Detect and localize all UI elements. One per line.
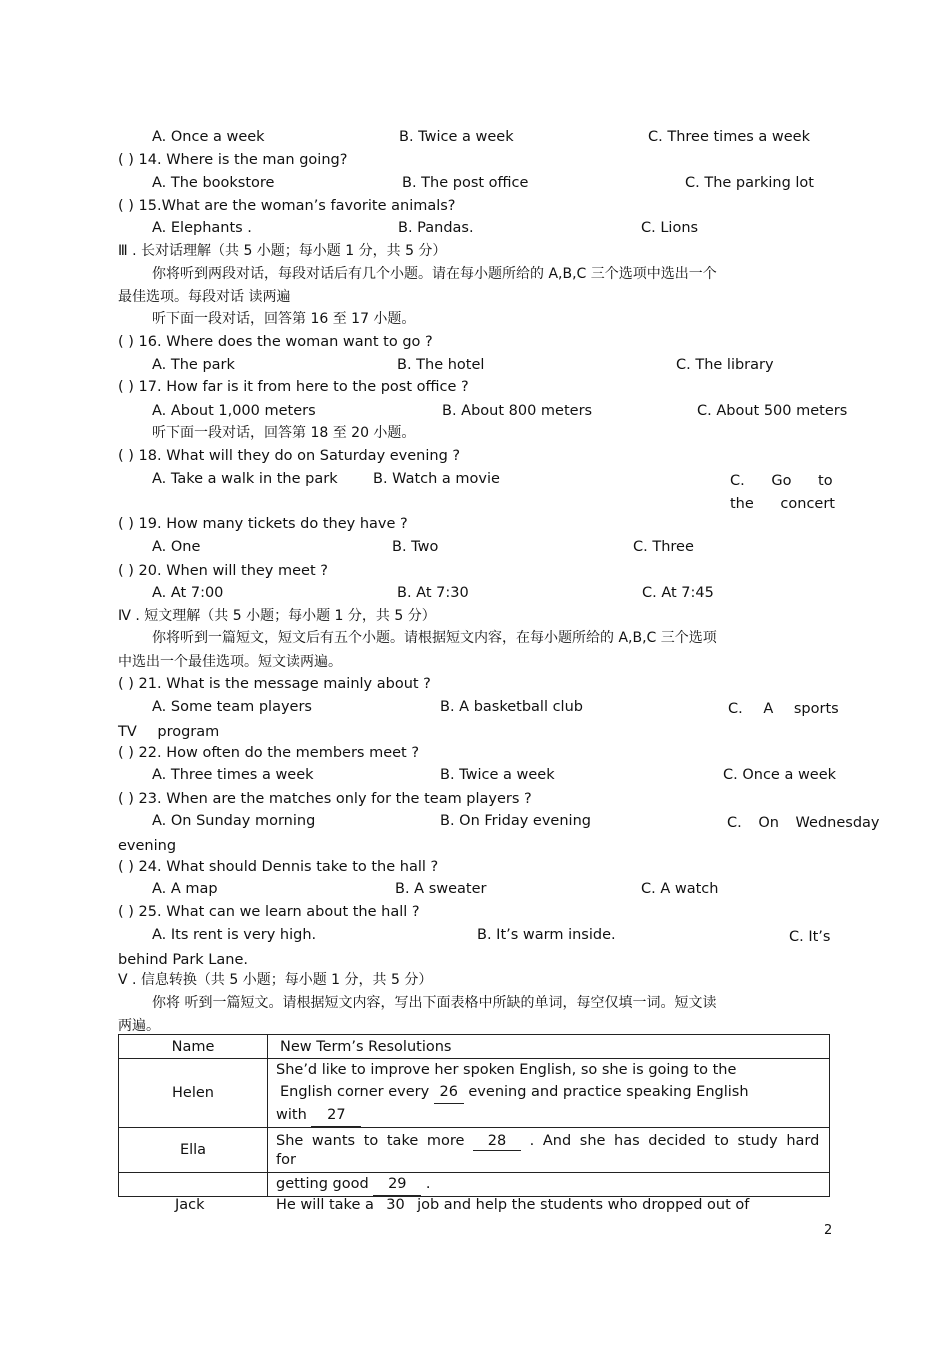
row-name-ella: Ella	[119, 1128, 268, 1173]
helen-line-1: She’d like to improve her spoken English, so she is going to the	[276, 1062, 737, 1078]
q20-stem: ( ) 20. When will they meet ?	[118, 563, 328, 579]
jack-line-1-post: job and help the students who dropped out of	[417, 1197, 750, 1213]
q23-stem: ( ) 23. When are the matches only for the team players ?	[118, 791, 532, 807]
section3-instruction-1: 你将听到两段对话，每段对话后有几个小题。请在每小题所给的 A,B,C 三个选项中选出一个	[152, 266, 717, 282]
helen-line-3	[276, 1104, 829, 1127]
blank-27: 27	[311, 1104, 361, 1127]
table-row	[119, 1173, 830, 1197]
blank-26: 26	[434, 1081, 464, 1104]
q23-option-b: B. On Friday evening	[440, 813, 591, 829]
ella-line-1-post: . And she has decided to study hard for	[276, 1132, 820, 1168]
q16-stem: ( ) 16. Where does the woman want to go ?	[118, 334, 433, 350]
q14-option-b: B. The post office	[402, 175, 529, 191]
row-resolution-jack	[276, 1196, 749, 1214]
q22-stem: ( ) 22. How often do the members meet ?	[118, 745, 420, 761]
ella-line-1	[276, 1132, 829, 1169]
table-row	[119, 1128, 830, 1173]
q14-option-a: A. The bookstore	[152, 175, 275, 191]
q22-option-a: A. Three times a week	[152, 767, 314, 783]
q18-stem: ( ) 18. What will they do on Saturday evening ?	[118, 448, 461, 464]
row-name-empty	[119, 1173, 268, 1197]
helen-line-2	[276, 1081, 829, 1104]
q15-stem: ( ) 15.What are the woman’s favorite animals?	[118, 198, 456, 214]
section4-heading: Ⅳ . 短文理解（共 5 小题；每小题 1 分，共 5 分）	[118, 608, 436, 624]
jack-line-1-pre: He will take a	[276, 1197, 374, 1213]
q18-option-b: B. Watch a movie	[373, 471, 500, 487]
helen-line-3-pre: with	[276, 1107, 307, 1123]
q20-option-a: A. At 7:00	[152, 585, 224, 601]
q19-option-c: C. Three	[633, 539, 694, 555]
q13-option-c: C. Three times a week	[648, 129, 810, 145]
q25-option-c: C. It’s behind Park Lane.	[118, 929, 831, 968]
q21-option-b: B. A basketball club	[440, 699, 583, 715]
q24-stem: ( ) 24. What should Dennis take to the hall ?	[118, 859, 439, 875]
section5-instruction-1: 你将 听到一篇短文。请根据短文内容，写出下面表格中所缺的单词，每空仅填一词。短文读	[152, 995, 717, 1011]
ella-line-1-pre: She wants to take more	[276, 1132, 465, 1149]
table-row	[119, 1059, 830, 1128]
q20-option-c: C. At 7:45	[642, 585, 714, 601]
q19-option-a: A. One	[152, 539, 201, 555]
q15-option-a: A. Elephants .	[152, 220, 252, 236]
q21-option-a: A. Some team players	[152, 699, 312, 715]
q22-option-b: B. Twice a week	[440, 767, 555, 783]
q25-stem: ( ) 25. What can we learn about the hall ?	[118, 904, 420, 920]
q15-option-b: B. Pandas.	[398, 220, 474, 236]
ella-line-2-post: .	[425, 1176, 431, 1192]
q13-option-b: B. Twice a week	[399, 129, 514, 145]
table-header-resolutions: New Term’s Resolutions	[268, 1035, 830, 1059]
q14-stem: ( ) 14. Where is the man going?	[118, 152, 348, 168]
q25-option-b: B. It’s warm inside.	[477, 927, 616, 943]
q25-option-a: A. Its rent is very high.	[152, 927, 317, 943]
q23-option-a: A. On Sunday morning	[152, 813, 316, 829]
section4-instruction-1: 你将听到一篇短文，短文后有五个小题。请根据短文内容，在每小题所给的 A,B,C 三个选项	[152, 630, 717, 646]
q17-option-b: B. About 800 meters	[442, 403, 593, 419]
q16-option-a: A. The park	[152, 357, 235, 373]
section3-instruction-2: 最佳选项。每段对话 读两遍	[118, 289, 291, 305]
row-resolution-helen	[268, 1059, 830, 1128]
helen-line-2-post: evening and practice speaking English	[468, 1084, 749, 1100]
resolutions-table	[118, 1034, 830, 1197]
q19-option-b: B. Two	[392, 539, 439, 555]
q18-option-c: C. Go to the concert	[730, 473, 835, 512]
section3-heading: Ⅲ . 长对话理解（共 5 小题；每小题 1 分，共 5 分）	[118, 243, 447, 259]
dialog1-instruction: 听下面一段对话，回答第 16 至 17 小题。	[152, 311, 416, 327]
q18-option-a: A. Take a walk in the park	[152, 471, 338, 487]
blank-30: 30	[386, 1197, 405, 1213]
dialog2-instruction: 听下面一段对话，回答第 18 至 20 小题。	[152, 425, 416, 441]
q21-option-c: C. A sports TV program	[118, 701, 839, 740]
section5-heading: Ⅴ . 信息转换（共 5 小题；每小题 1 分，共 5 分）	[118, 972, 433, 988]
ella-line-2-pre: getting good	[276, 1176, 369, 1192]
blank-29: 29	[373, 1173, 421, 1196]
q17-option-a: A. About 1,000 meters	[152, 403, 316, 419]
table-header-name: Name	[119, 1035, 268, 1059]
row-resolution-ella	[268, 1128, 830, 1173]
section5-instruction-2: 两遍。	[118, 1018, 160, 1034]
blank-28: 28	[473, 1132, 521, 1151]
q13-option-a: A. Once a week	[152, 129, 265, 145]
row-resolution-ella-continued	[268, 1173, 830, 1197]
q22-option-c: C. Once a week	[723, 767, 837, 783]
q15-option-c: C. Lions	[641, 220, 699, 236]
q20-option-b: B. At 7:30	[397, 585, 469, 601]
q24-option-c: C. A watch	[641, 881, 719, 897]
q16-option-b: B. The hotel	[397, 357, 485, 373]
q23-option-c: C. On Wednesday evening	[118, 815, 880, 854]
q17-option-c: C. About 500 meters	[697, 403, 848, 419]
row-name-helen: Helen	[119, 1059, 268, 1128]
q17-stem: ( ) 17. How far is it from here to the post office ?	[118, 379, 469, 395]
section4-instruction-2: 中选出一个最佳选项。短文读两遍。	[118, 654, 342, 670]
q24-option-b: B. A sweater	[395, 881, 487, 897]
row-name-jack: Jack	[175, 1197, 205, 1213]
helen-line-2-pre: English corner every	[280, 1084, 430, 1100]
q21-stem: ( ) 21. What is the message mainly about ?	[118, 676, 431, 692]
q14-option-c: C. The parking lot	[685, 175, 814, 191]
q19-stem: ( ) 19. How many tickets do they have ?	[118, 516, 408, 532]
q24-option-a: A. A map	[152, 881, 218, 897]
q16-option-c: C. The library	[676, 357, 774, 373]
page-number: 2	[824, 1223, 833, 1238]
